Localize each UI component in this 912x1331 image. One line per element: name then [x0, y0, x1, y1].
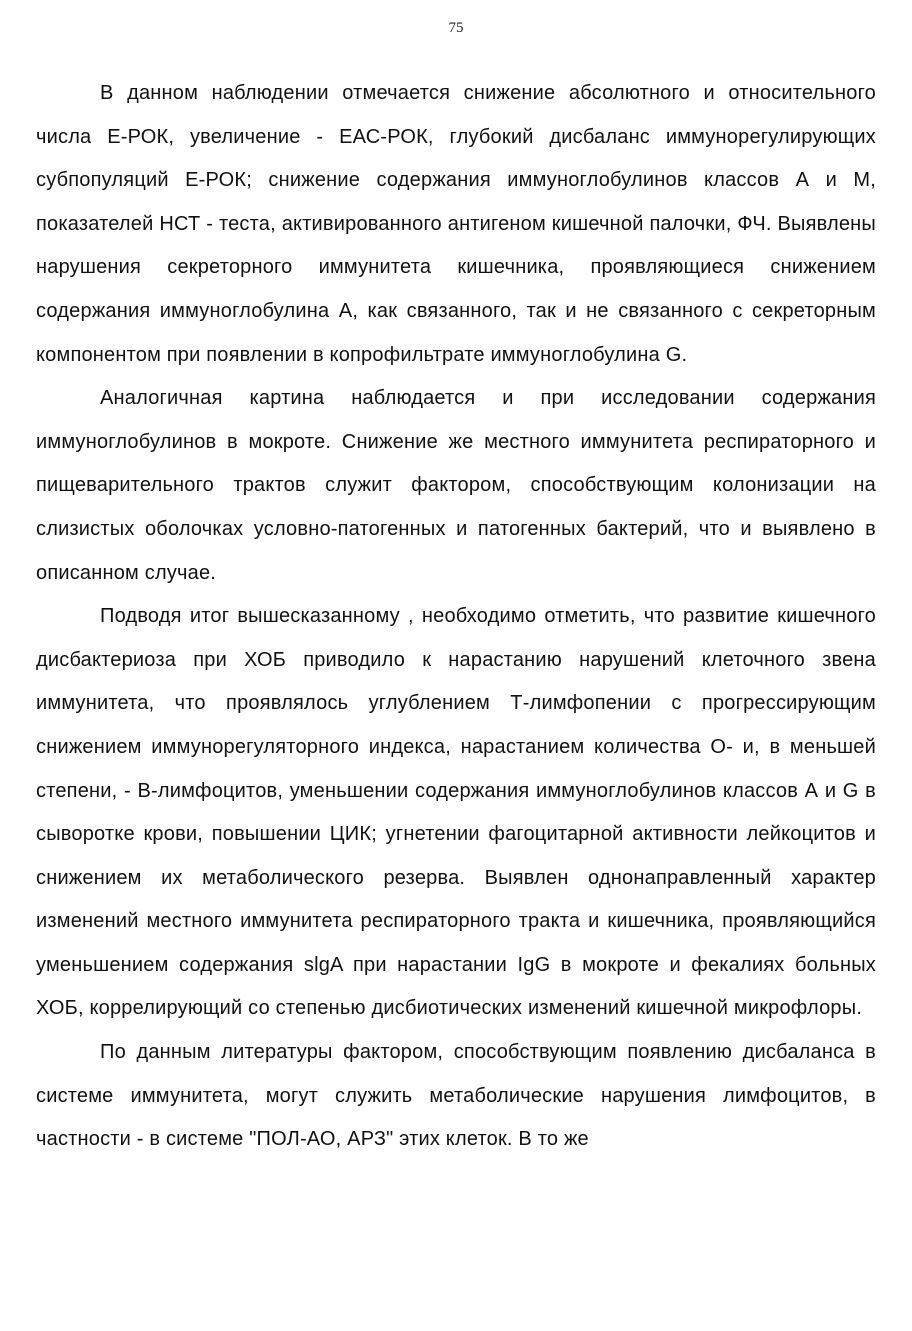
- body-text: [36, 72, 876, 1162]
- paragraph-3: Подводя итог вышесказанному , необходимо отметить, что развитие кишечного дисбактериоза при ХОБ приводило к нарастанию нарушений клеточного звена иммунитета, что проявлялось углублением Т-лимфопении с прогрессирующим снижением иммунорегуляторного индекса, нарастанием количества О- и, в меньшей степени, - В-лимфоцитов, уменьшении содержания иммуноглобулинов классов А и G в сыворотке крови, повышении ЦИК; угнетении фагоцитарной активности лейкоцитов и снижением их метаболического резерва. Выявлен однонаправленный характер изменений местного иммунитета респираторного тракта и кишечника, проявляющийся уменьшением содержания slgA при нарастании IgG в мокроте и фекалиях больных ХОБ, коррелирующий со степенью дисбиотических изменений кишечной микрофлоры.: [36, 605, 876, 1020]
- paragraph-4: По данным литературы фактором, способствующим появлению дисбаланса в системе иммунитета, могут служить метаболические нарушения лимфоцитов, в частности - в системе "ПОЛ-АО, АРЗ" этих клеток. В то же: [36, 1041, 876, 1151]
- paragraph-2: Аналогичная картина наблюдается и при исследовании содержания иммуноглобулинов в мокроте. Снижение же местного иммунитета респираторного и пищеварительного трактов служит фактором, способствующим колонизации на слизистых оболочках условно-патогенных и патогенных бактерий, что и выявлено в описанном случае.: [36, 387, 876, 584]
- page-number: 75: [448, 20, 464, 36]
- paragraph-1: В данном наблюдении отмечается снижение абсолютного и относительного числа Е-РОК, увеличение - ЕАС-РОК, глубокий дисбаланс иммунорегулирующих субпопуляций Е-РОК; снижение содержания иммуноглобулинов классов А и М, показателей НСТ - теста, активированного антигеном кишечной палочки, ФЧ. Выявлены нарушения секреторного иммунитета кишечника, проявляющиеся снижением содержания иммуноглобулина А, как связанного, так и не связанного с секреторным компонентом при появлении в копрофильтрате иммуноглобулина G.: [36, 82, 876, 366]
